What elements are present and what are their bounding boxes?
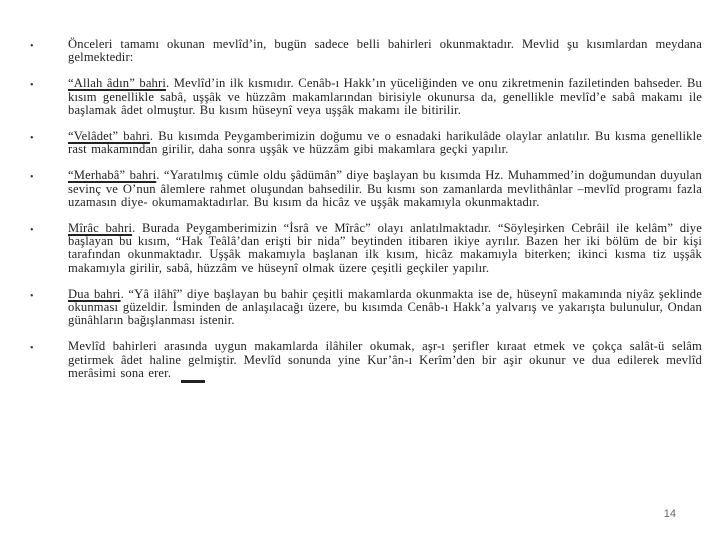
body-text: . “Yaratılmış cümle oldu şâdümân” diye başlayan bu kısımda Hz. Muhammed’in doğumundan duyulan sevinç ve O’nun âlemlere rahmet oluşundan bahsedilir. Bu kısmı son zamanlarda mevlithânlar –mevlîd programı fazla uzamasın diye- okumamaktadırlar. Bu kısım da hicâz ve uşşâk makamıyla okunmaktadır. bbox=[68, 168, 702, 209]
bullet-text bbox=[68, 169, 702, 209]
body-text: . Mevlîd’in ilk kısmıdır. Cenâb-ı Hakk’ın yüceliğinden ve onu zikretmenin faziletinden bahseder. Bu kısım genellikle sabâ, uşşâk ve hüzzâm makamlarından birisiyle okunursa da, genellikle mevlîd’e sabâ makamı ile başlamak âdet olmuştur. Bu kısım hüseynî veya uşşâk makamı ile bitirilir. bbox=[68, 76, 702, 117]
section-title: “Merhabâ” bahri bbox=[68, 168, 157, 183]
bullet-item bbox=[30, 130, 702, 156]
bullet-item bbox=[30, 38, 702, 64]
body-text: . Burada Peygamberimizin “İsrâ ve Mîrâc” olayı anlatılmaktadır. “Söyleşirken Cebrâil ile kelâm” diye başlayan bu kısım, “Hak Teâlâ’dan erişti bir nida” beytinden itibaren ikiye ayrılır. Bazen her iki bölüm de bir kişi tarafından okunmaktadır. Uşşâk makamıyla başlanan ilk kısım, hicâz makamıyla biterken; ikinci kısma tiz uşşâk makamıyla girilir, sabâ, hüzzâm ve hüseynî olmak üzere çeşitli geçkiler yapılır. bbox=[68, 221, 702, 275]
bullet-icon: • bbox=[30, 290, 34, 302]
bullet-item bbox=[30, 288, 702, 328]
bullet-text bbox=[68, 77, 702, 117]
bullet-item bbox=[30, 222, 702, 275]
bullet-item bbox=[30, 169, 702, 209]
bullet-icon: • bbox=[30, 225, 34, 237]
bullet-text bbox=[68, 340, 702, 382]
section-title: Mîrâc bahri bbox=[68, 221, 133, 236]
bullet-item bbox=[30, 77, 702, 117]
body-text: Önceleri tamamı okunan mevlîd’in, bugün sadece belli bahirleri okunmaktadır. Mevlid şu kısımlardan meydana gelmektedir: bbox=[68, 37, 702, 65]
bullet-icon: • bbox=[30, 80, 34, 92]
bullet-icon: • bbox=[30, 41, 34, 52]
bullet-icon: • bbox=[30, 133, 34, 145]
bullet-text bbox=[68, 130, 702, 156]
section-title: “Velâdet” bahri bbox=[68, 129, 150, 144]
body-text: . Bu kısımda Peygamberimizin doğumu ve o esnadaki harikulâde olaylar anlatılır. Bu kısma genellikle rast makamından girilir, daha sonra uşşâk ve hüzzâm gibi makamlara geçki yapılır. bbox=[68, 129, 702, 157]
bullet-text bbox=[68, 288, 702, 328]
bullet-icon: • bbox=[30, 343, 34, 355]
bullet-icon: • bbox=[30, 172, 34, 184]
bullet-list bbox=[30, 38, 702, 396]
bullet-text bbox=[68, 38, 702, 64]
bullet-item bbox=[30, 340, 702, 382]
bullet-text bbox=[68, 222, 702, 275]
section-title: Dua bahri bbox=[68, 286, 121, 301]
body-text: . “Yâ ilâhî” diye başlayan bu bahir çeşitli makamlarda okunmakta ise de, hüseynî makamında niyâz şeklinde okunması güzeldir. İsminden de anlaşılacağı üzere, bu kısımda Cenâb-ı Hakk’a yalvarış ve yakarışta bulunulur, Ondan günâhların bağışlanması istenir. bbox=[68, 286, 702, 328]
section-title: “Allah âdın” bahri bbox=[68, 76, 166, 91]
body-text: Mevlîd bahirleri arasında uygun makamlarda ilâhiler okumak, aşr-ı şerifler kıraat etmek ve çokça salât-ü selâm getirmek âdet haline gelmiştir. Mevlîd sonunda yine Kur’ân-ı Kerîm’den bir aşir okunur ve dua edilerek mevlîd merâsimi sona erer. bbox=[68, 339, 702, 380]
page-number: 14 bbox=[663, 508, 676, 520]
end-mark bbox=[181, 380, 205, 383]
